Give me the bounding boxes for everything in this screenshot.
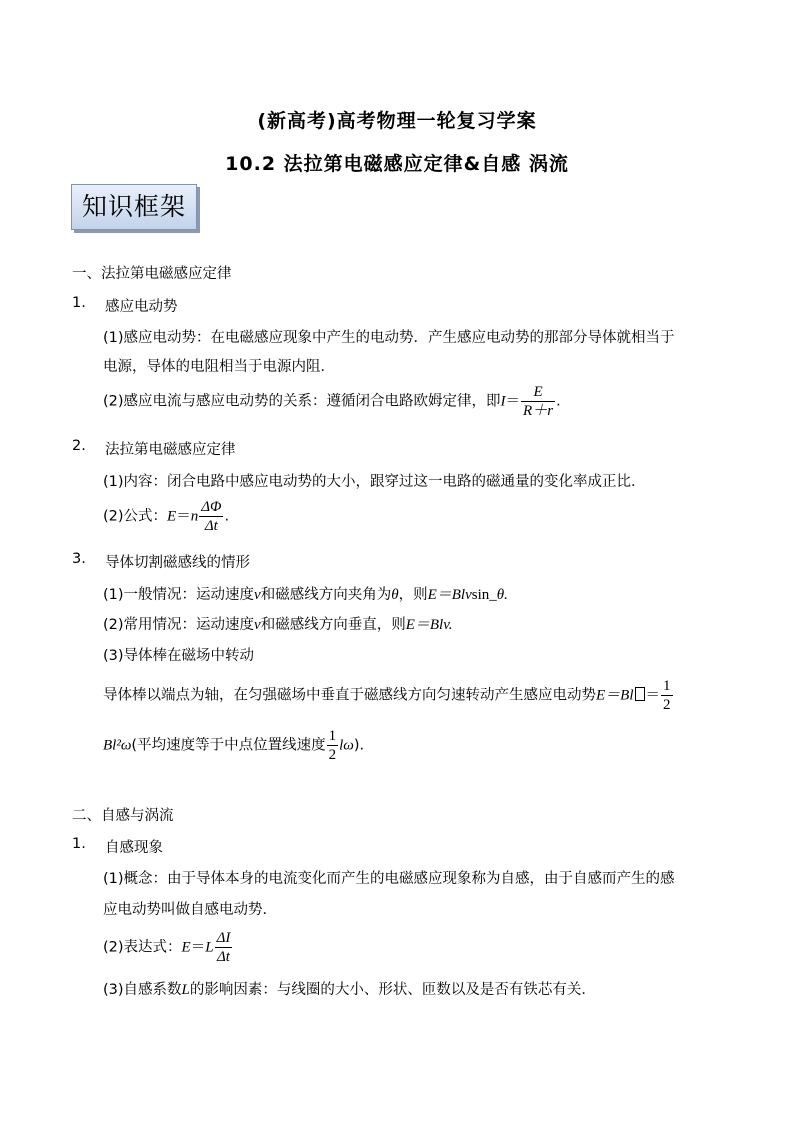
knowledge-frame-badge: 知识框架 <box>71 184 197 230</box>
flux-rate-fraction <box>199 498 223 535</box>
s2-item1-p2 <box>103 929 233 966</box>
fraction-denominator: 2 <box>328 747 337 763</box>
s1-item1-title: 感应电动势 <box>105 299 178 315</box>
rotation-emf-formula: Bl²ω <box>103 737 132 754</box>
emf-symbol: E <box>167 508 177 525</box>
s2-item1-title: 自感现象 <box>105 840 163 856</box>
turns-symbol: n <box>190 508 199 525</box>
s1-item1-p2 <box>103 383 561 420</box>
s2-item1-p1-line2: 应电动势叫做自感电动势． <box>103 902 277 918</box>
fraction-denominator: Δt <box>199 516 223 535</box>
fraction-denominator: R＋r <box>523 403 554 419</box>
velocity-symbol: v <box>254 617 261 633</box>
fraction-numerator: E <box>533 384 543 400</box>
document-title: (新高考)高考物理一轮复习学案 <box>257 110 537 132</box>
half-fraction <box>661 677 673 714</box>
s1-item2-p2 <box>103 498 229 535</box>
current-rate-fraction <box>215 929 233 966</box>
s1-item2-p1: (1)内容：闭合电路中感应电动势的大小，跟穿过这一电路的磁通量的变化率成正比． <box>103 474 646 490</box>
closing-paren: ). <box>353 737 365 754</box>
equals-sign: ＝ <box>645 687 660 704</box>
fraction-denominator: 2 <box>663 697 671 713</box>
velocity-symbol: v <box>254 587 261 603</box>
equals-sign: ＝ <box>190 939 206 956</box>
fraction-denominator: Δt <box>215 947 233 966</box>
p2-text-b: 和磁感线方向垂直，则 <box>260 617 406 633</box>
equals-sign: ＝ <box>176 508 191 525</box>
p1-text-b: 和磁感线方向夹角为 <box>260 587 392 603</box>
p2-text: (2)表达式： <box>103 939 182 956</box>
s1-item3-p2 <box>103 613 453 634</box>
section2-heading: 二、自感与涡流 <box>72 808 174 824</box>
equals-sign: ＝ <box>505 393 521 410</box>
angle-symbol: θ <box>391 587 399 603</box>
emf-formula: E＝Blv <box>427 587 472 603</box>
section1-heading: 一、法拉第电磁感应定律 <box>72 266 232 282</box>
inductance-symbol: L <box>181 982 190 998</box>
s2-item1-p1-line1: (1)概念：由于导体本身的电流变化而产生的电磁感应现象称为自感，由于自感而产生的感 <box>103 871 675 887</box>
s1-item1-number: 1. <box>72 295 86 311</box>
s1-item1-p1-line2: 电源，导体的电阻相当于电源内阻． <box>103 359 335 375</box>
current-symbol: I <box>500 393 506 410</box>
ohm-fraction <box>521 383 555 420</box>
fraction-numerator: 1 <box>328 728 337 744</box>
sin-function: sin_ <box>471 587 497 603</box>
emf-formula: E＝Blv. <box>405 617 453 633</box>
s1-item2-number: 2. <box>72 438 86 454</box>
half-fraction <box>327 727 339 764</box>
p4-text: 导体棒以端点为轴，在匀强磁场中垂直于磁感线方向匀速转动产生感应电动势 <box>103 687 596 704</box>
period: . <box>556 393 561 410</box>
p2-text-a: (2)常用情况：运动速度 <box>103 617 255 633</box>
s1-item2-p2-text: (2)公式： <box>103 508 168 525</box>
document-subtitle: 10.2 法拉第电磁感应定律&自感 涡流 <box>225 153 569 175</box>
emf-symbol: E <box>181 939 191 956</box>
missing-glyph-box <box>635 687 645 701</box>
s1-item1-p2-text: (2)感应电流与感应电动势的关系：遵循闭合电路欧姆定律，即 <box>103 393 501 410</box>
s1-item3-p4 <box>103 677 674 714</box>
s1-item3-number: 3. <box>72 551 86 567</box>
p5-text: (平均速度等于中点位置线速度 <box>131 737 326 754</box>
p1-text-a: (1)一般情况：运动速度 <box>103 587 255 603</box>
s2-item1-p3 <box>103 978 596 999</box>
angle-end: θ. <box>496 587 508 603</box>
p1-text-c: ，则 <box>398 587 428 603</box>
linear-speed-symbol: lω <box>339 737 354 754</box>
s2-item1-number: 1. <box>72 836 86 852</box>
s1-item1-p1-line1: (1)感应电动势：在电磁感应现象中产生的电动势．产生感应电动势的那部分导体就相当于 <box>103 330 675 346</box>
p3-text-b: 的影响因素：与线圈的大小、形状、匝数以及是否有铁芯有关． <box>189 982 596 998</box>
emf-formula: E＝Bl <box>596 687 634 704</box>
s1-item2-title: 法拉第电磁感应定律 <box>105 442 236 458</box>
period: . <box>224 508 230 525</box>
s1-item3-title: 导体切割磁感线的情形 <box>105 555 250 571</box>
fraction-numerator: 1 <box>663 678 671 694</box>
inductance-symbol: L <box>205 939 214 956</box>
s1-item3-p5 <box>103 727 364 764</box>
s1-item3-p3: (3)导体棒在磁场中转动 <box>103 648 255 664</box>
fraction-numerator: ΔΦ <box>201 499 222 515</box>
fraction-numerator: ΔI <box>216 930 231 946</box>
s1-item3-p1 <box>103 583 508 604</box>
p3-text-a: (3)自感系数 <box>103 982 182 998</box>
